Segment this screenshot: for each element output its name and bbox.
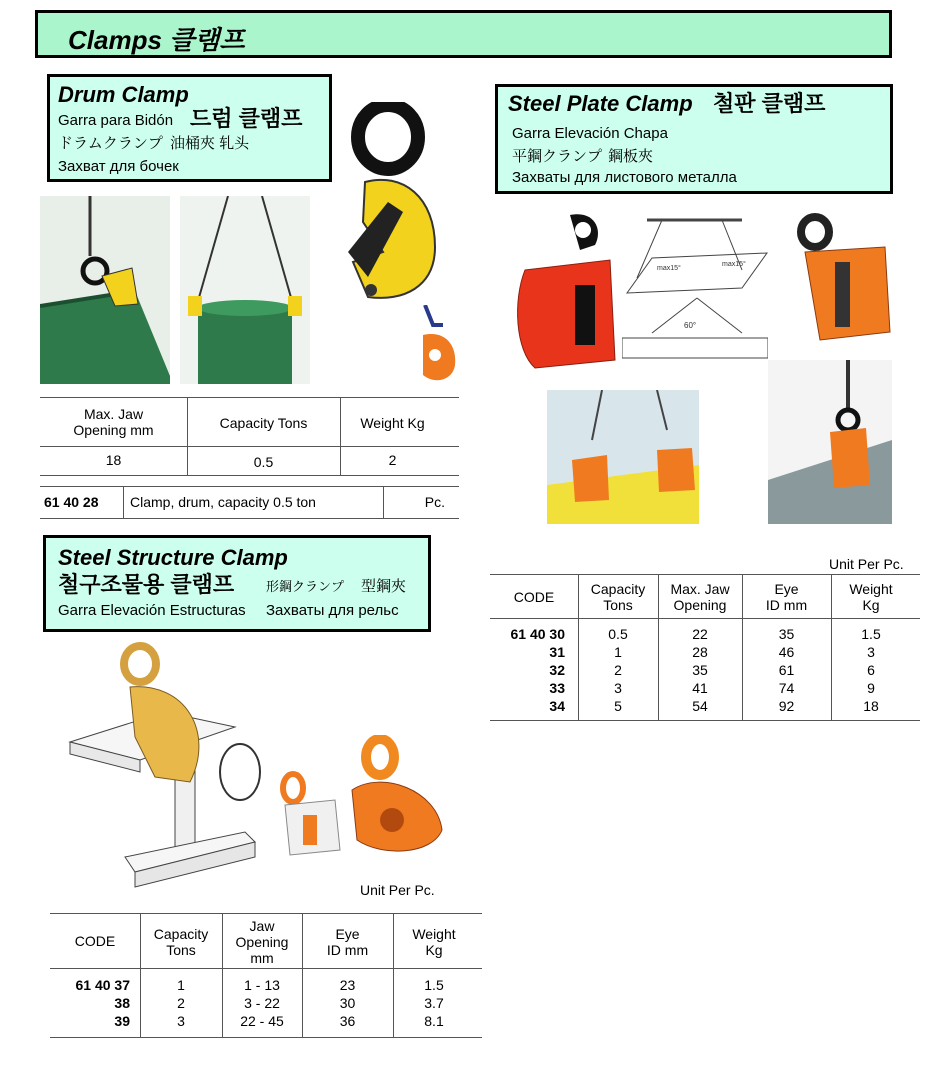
structure-table-cell: 2 bbox=[177, 995, 185, 1011]
structure-table-cell: 8.1 bbox=[424, 1013, 444, 1029]
plate-clamp-header bbox=[495, 84, 893, 194]
structure-table-rule-mid bbox=[50, 968, 482, 969]
diagram-angle-label-0: 60° bbox=[684, 321, 697, 330]
plate-russian: Захваты для листового металла bbox=[512, 169, 737, 186]
structure-table-cell: 1.5 bbox=[424, 977, 444, 993]
plate-table-rule-bottom bbox=[490, 720, 920, 721]
plate-table-cell: 9 bbox=[867, 680, 875, 696]
drum-val-capacity: 0.5 bbox=[253, 454, 274, 470]
structure-title-ko: 철구조물용 클램프 bbox=[58, 572, 235, 597]
drum-order-rule-bottom bbox=[40, 518, 459, 519]
structure-table-cell: 23 bbox=[339, 977, 356, 993]
structure-table-cell: 3 bbox=[177, 1013, 185, 1029]
plate-table-cell: 22 bbox=[692, 626, 708, 642]
structure-title: Steel Structure Clamp bbox=[58, 545, 288, 570]
structure-spanish: Garra Elevación Estructuras bbox=[58, 602, 246, 619]
diagram-angle-label-2: max15° bbox=[722, 261, 746, 268]
plate-lift-photo bbox=[547, 390, 699, 524]
plate-vertical-photo bbox=[768, 360, 892, 524]
plate-table-rule-mid bbox=[490, 618, 920, 619]
plate-table-cell: 31 bbox=[549, 644, 565, 660]
plate-spanish: Garra Elevación Chapa bbox=[512, 125, 668, 142]
structure-table-rule-bottom bbox=[50, 1037, 482, 1038]
plate-table-cell: 28 bbox=[692, 644, 708, 660]
plate-title: Steel Plate Clamp bbox=[508, 91, 693, 116]
structure-table-cell: 61 40 37 bbox=[75, 977, 130, 993]
structure-table-cell: 39 bbox=[114, 1013, 130, 1029]
drum-order-description: Clamp, drum, capacity 0.5 ton bbox=[130, 494, 316, 510]
plate-table-cell: 35 bbox=[692, 662, 708, 678]
structure-japanese: 形鋼クランプ bbox=[266, 579, 345, 594]
plate-table-cell: 0.5 bbox=[608, 626, 628, 642]
plate-table-cell: 35 bbox=[778, 626, 795, 642]
plate-table-cell: 41 bbox=[692, 680, 708, 696]
structure-header-jaw: Jaw Opening mm bbox=[235, 918, 289, 966]
drum-clamp-header bbox=[47, 74, 332, 182]
drum-chinese: 油桶夾 轧头 bbox=[170, 135, 250, 152]
plate-table-cell: 33 bbox=[549, 680, 565, 696]
structure-table-cell: 3 - 22 bbox=[244, 995, 280, 1011]
plate-table-cell: 92 bbox=[778, 698, 795, 714]
page-title-bar bbox=[35, 10, 892, 58]
structure-russian: Захваты для рельс bbox=[266, 602, 399, 619]
structure-header-weight: Weight Kg bbox=[412, 926, 456, 958]
page-title: Clamps 클램프 bbox=[68, 25, 245, 55]
structure-clamp-white-image bbox=[275, 770, 345, 860]
structure-header-capacity: Capacity Tons bbox=[153, 926, 209, 958]
structure-table-rule-top bbox=[50, 913, 482, 914]
structure-clamp-orange-image bbox=[342, 735, 452, 860]
plate-table-cell: 1.5 bbox=[861, 626, 881, 642]
drum-clamp-yellow-image bbox=[343, 102, 438, 307]
structure-table-cell: 1 - 13 bbox=[244, 977, 280, 993]
plate-table-cell: 3 bbox=[867, 644, 875, 660]
drum-title: Drum Clamp bbox=[58, 82, 189, 107]
drum-clamp-photo-2 bbox=[180, 196, 310, 384]
drum-order-code: 61 40 28 bbox=[44, 494, 99, 510]
structure-table-cell: 22 - 45 bbox=[240, 1013, 284, 1029]
plate-header-capacity: Capacity Tons bbox=[590, 581, 646, 613]
plate-table-cell: 1 bbox=[614, 644, 622, 660]
plate-table-cell: 2 bbox=[614, 662, 622, 678]
structure-table-cell: 36 bbox=[339, 1013, 356, 1029]
plate-table-cell: 61 bbox=[778, 662, 795, 678]
plate-chinese: 鋼板夾 bbox=[608, 148, 654, 165]
plate-table-cell: 54 bbox=[692, 698, 708, 714]
diagram-angle-label-1: max15° bbox=[657, 265, 681, 272]
plate-header-jaw: Max. Jaw Opening bbox=[670, 581, 730, 613]
plate-clamp-red-image bbox=[505, 210, 625, 370]
drum-clamp-photo-1 bbox=[40, 196, 170, 384]
structure-table-cell: 30 bbox=[339, 995, 356, 1011]
drum-spanish: Garra para Bidón bbox=[58, 112, 174, 129]
plate-japanese: 平鋼クランプ bbox=[512, 148, 603, 165]
drum-col-capacity: Capacity Tons bbox=[219, 415, 308, 431]
drum-val-jaw: 18 bbox=[105, 452, 122, 468]
plate-table-cell: 18 bbox=[863, 698, 879, 714]
plate-clamp-diagram bbox=[622, 208, 768, 370]
plate-table-cell: 6 bbox=[867, 662, 875, 678]
plate-unit-label: Unit Per Pc. bbox=[829, 556, 904, 572]
plate-table-cell: 34 bbox=[549, 698, 565, 714]
structure-chinese: 型鋼夾 bbox=[361, 578, 407, 595]
structure-clamp-illustration bbox=[65, 642, 265, 894]
structure-header-code: CODE bbox=[74, 933, 116, 949]
drum-val-weight: 2 bbox=[388, 452, 397, 468]
drum-col-weight: Weight Kg bbox=[360, 415, 425, 431]
drum-japanese: ドラムクランプ bbox=[58, 135, 163, 152]
structure-table-cell: 38 bbox=[114, 995, 130, 1011]
plate-header-eye: Eye ID mm bbox=[765, 581, 808, 613]
plate-table-cell: 46 bbox=[778, 644, 795, 660]
plate-clamp-orange-image bbox=[790, 212, 895, 342]
drum-russian: Захват для бочек bbox=[58, 158, 179, 175]
plate-table-cell: 61 40 30 bbox=[510, 626, 565, 642]
plate-table-cell: 5 bbox=[614, 698, 622, 714]
drum-col-jaw: Max. Jaw Opening mm bbox=[73, 406, 154, 438]
drum-order-divider bbox=[123, 486, 124, 518]
structure-table-cell: 3.7 bbox=[424, 995, 444, 1011]
drum-table-rule-top bbox=[40, 397, 459, 398]
drum-table-rule-bottom bbox=[40, 475, 459, 476]
drum-title-ko: 드럼 클램프 bbox=[190, 106, 303, 131]
structure-table-cell: 1 bbox=[177, 977, 185, 993]
structure-header-eye: Eye ID mm bbox=[326, 926, 369, 958]
drum-table-rule-mid bbox=[40, 446, 459, 447]
plate-title-ko: 철판 클램프 bbox=[713, 91, 826, 116]
plate-table-cell: 74 bbox=[778, 680, 795, 696]
plate-header-weight: Weight Kg bbox=[849, 581, 893, 613]
plate-table-cell: 3 bbox=[614, 680, 622, 696]
drum-clamp-orange-image bbox=[415, 305, 460, 385]
structure-unit-label: Unit Per Pc. bbox=[360, 882, 435, 898]
plate-table-rule-top bbox=[490, 574, 920, 575]
drum-order-unit: Pc. bbox=[424, 494, 445, 510]
plate-table-cell: 32 bbox=[549, 662, 565, 678]
plate-header-code: CODE bbox=[513, 589, 555, 605]
drum-order-rule-top bbox=[40, 486, 459, 487]
structure-clamp-header bbox=[43, 535, 431, 632]
